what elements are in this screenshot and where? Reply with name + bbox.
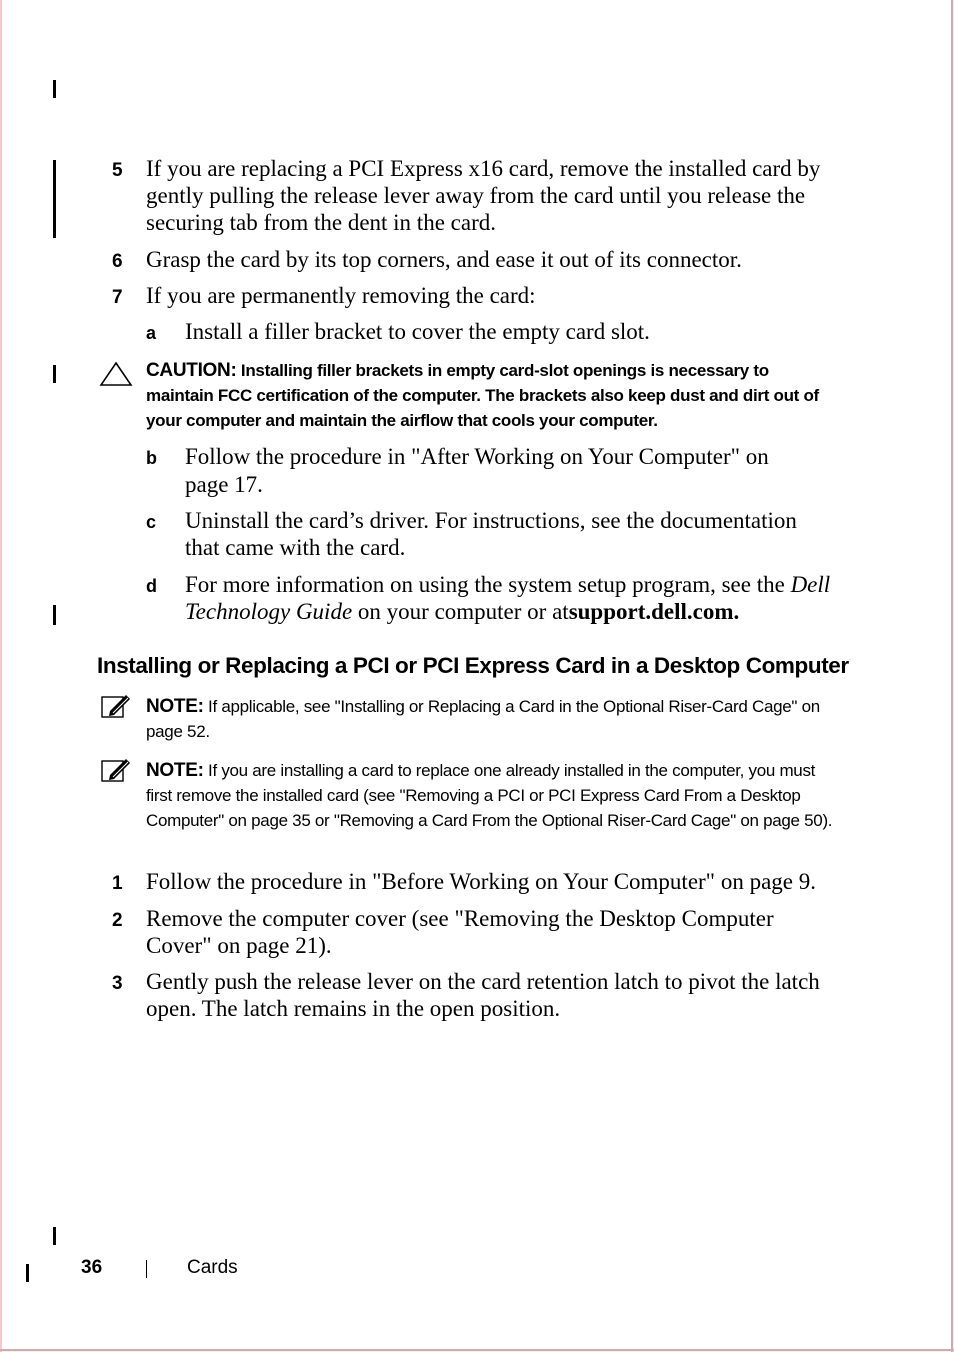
step-text: Gently push the release lever on the card retention latch to pivot the latch open. The latch remains in the open position. <box>146 969 820 1021</box>
dell-technology-guide-title: Dell Technology Guide <box>185 572 831 624</box>
step-number: 2 <box>112 910 123 931</box>
page-number: 36 <box>81 1257 103 1278</box>
step-text: Follow the procedure in "Before Working on Your Computer" on page 9. <box>146 869 816 894</box>
substep-letter: c <box>146 512 156 532</box>
support-link-text: support.dell.com. <box>568 599 740 624</box>
step-number: 3 <box>112 973 123 994</box>
step-number: 6 <box>112 251 123 272</box>
change-bar <box>53 365 56 383</box>
note-label: NOTE: <box>146 696 204 717</box>
section-heading: Installing or Replacing a PCI or PCI Express Card in a Desktop Computer <box>97 653 849 678</box>
step-text: Grasp the card by its top corners, and ease it out of its connector. <box>146 247 742 272</box>
note-2 <box>146 758 836 833</box>
substep-text: Uninstall the card’s driver. For instructions, see the documentation that came with the card. <box>185 508 797 560</box>
step-text: If you are permanently removing the card: <box>146 283 536 308</box>
substep-text-part: For more information on using the system setup program, see the <box>185 572 791 597</box>
step-number: 5 <box>112 160 123 181</box>
change-bar <box>53 1227 56 1245</box>
footer-section-name: Cards <box>187 1257 238 1278</box>
caution-triangle-icon <box>99 361 133 387</box>
change-bar <box>53 605 56 625</box>
note-label: NOTE: <box>146 760 204 781</box>
change-bar <box>53 160 56 238</box>
page-edge-bottom <box>0 1349 954 1351</box>
note-text: If you are installing a card to replace one already installed in the computer, you must first remove the installed card (see "Removing a PCI or PCI Express Card From a Desktop Computer" on page 35 or "Removing a Card From the Optional Riser-Card Cage" on page 50). <box>146 761 833 830</box>
step-number: 1 <box>112 873 123 894</box>
step-number: 7 <box>112 287 123 308</box>
note-1 <box>146 694 836 744</box>
substep-text <box>185 571 835 625</box>
substep-letter: a <box>146 323 156 343</box>
page-edge-right <box>951 0 953 1352</box>
substep-text: Follow the procedure in "After Working on Your Computer" on page 17. <box>185 444 769 497</box>
substep-letter: b <box>146 448 157 468</box>
footer-divider <box>146 1260 147 1278</box>
step-text: Remove the computer cover (see "Removing the Desktop Computer Cover" on page 21). <box>146 906 774 958</box>
caution-label: CAUTION: <box>146 360 237 381</box>
caution-text: Installing filler brackets in empty card-slot openings is necessary to maintain FCC certification of the computer. The brackets also keep dust and dirt out of your computer and maintain the airflow that cools your computer. <box>146 361 819 430</box>
note-pencil-icon <box>101 758 131 784</box>
substep-text-part: on your computer or at <box>352 599 569 624</box>
substep-letter: d <box>146 576 157 596</box>
page-edge-left <box>0 0 2 1352</box>
change-bar <box>53 80 56 98</box>
note-text: If applicable, see "Installing or Replacing a Card in the Optional Riser-Card Cage" on page 52. <box>146 697 820 741</box>
step-text: If you are replacing a PCI Express x16 card, remove the installed card by gently pulling the release lever away from the card until you release the securing tab from the dent in the card. <box>146 156 821 235</box>
change-bar <box>26 1264 29 1282</box>
caution-notice <box>146 358 836 433</box>
note-pencil-icon <box>101 694 131 720</box>
substep-text: Install a filler bracket to cover the empty card slot. <box>185 319 650 344</box>
